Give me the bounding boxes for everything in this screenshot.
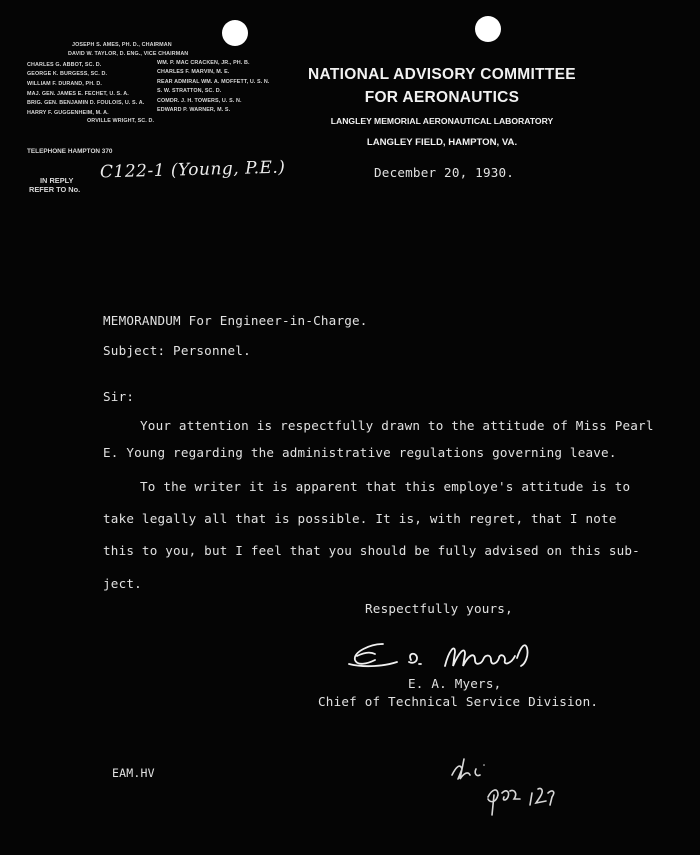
handwritten-file-reference: C122-1 (Young, P.E.) [99, 157, 286, 183]
body-line: E. Young regarding the administrative regulations governing leave. [103, 445, 617, 460]
punch-hole-left [222, 20, 248, 46]
closing: Respectfully yours, [365, 601, 513, 616]
body-line: To the writer it is apparent that this employe's attitude is to [140, 479, 631, 494]
committee-member: EDWARD P. WARNER, M. S. [157, 107, 231, 113]
committee-member: S. W. STRATTON, SC. D. [157, 88, 222, 94]
letterhead-title: NATIONAL ADVISORY COMMITTEE [308, 66, 576, 83]
typist-initials: EAM.HV [112, 766, 155, 780]
body-line: ject. [103, 576, 142, 591]
committee-member: JOSEPH S. AMES, PH. D., CHAIRMAN [72, 42, 172, 48]
memo-recipient: MEMORANDUM For Engineer-in-Charge. [103, 313, 368, 328]
committee-member: ORVILLE WRIGHT, SC. D. [87, 118, 155, 124]
committee-member: COMDR. J. H. TOWERS, U. S. N. [157, 98, 242, 104]
refer-label: REFER TO No. [29, 185, 81, 194]
committee-member: WILLIAM F. DURAND, PH. D. [27, 81, 102, 87]
committee-member: CHARLES F. MARVIN, M. E. [157, 69, 230, 75]
committee-member: MAJ. GEN. JAMES E. FECHET, U. S. A. [27, 91, 129, 97]
committee-member: HARRY F. GUGGENHEIM, M. A. [27, 110, 109, 116]
handwritten-annotation [440, 745, 570, 825]
letterhead-subtitle: FOR AERONAUTICS [364, 89, 520, 106]
letterhead-laboratory: LANGLEY MEMORIAL AERONAUTICAL LABORATORY [330, 116, 554, 126]
committee-member: WM. P. MAC CRACKEN, JR., PH. B. [157, 60, 250, 66]
salutation: Sir: [103, 389, 135, 404]
reply-label: IN REPLY [40, 176, 74, 185]
body-line: take legally all that is possible. It is, with regret, that I note [103, 511, 617, 526]
body-line: this to you, but I feel that you should be fully advised on this sub- [103, 543, 640, 558]
signature-graphic [345, 630, 545, 678]
letterhead-address: LANGLEY FIELD, HAMPTON, VA. [366, 137, 518, 148]
committee-member: CHARLES G. ABBOT, SC. D. [27, 62, 102, 68]
committee-member: BRIG. GEN. BENJAMIN D. FOULOIS, U. S. A. [27, 100, 145, 106]
committee-member: REAR ADMIRAL WM. A. MOFFETT, U. S. N. [157, 79, 270, 85]
telephone-label: TELEPHONE HAMPTON 370 [27, 148, 113, 155]
punch-hole-right [475, 16, 501, 42]
letter-date: December 20, 1930. [374, 165, 515, 180]
committee-member: GEORGE K. BURGESS, SC. D. [27, 71, 108, 77]
memo-subject: Subject: Personnel. [103, 343, 251, 358]
body-line: Your attention is respectfully drawn to the attitude of Miss Pearl [140, 418, 654, 433]
signer-name: E. A. Myers, [408, 676, 502, 691]
committee-member: DAVID W. TAYLOR, D. ENG., VICE CHAIRMAN [68, 51, 189, 57]
signer-title: Chief of Technical Service Division. [318, 694, 599, 709]
